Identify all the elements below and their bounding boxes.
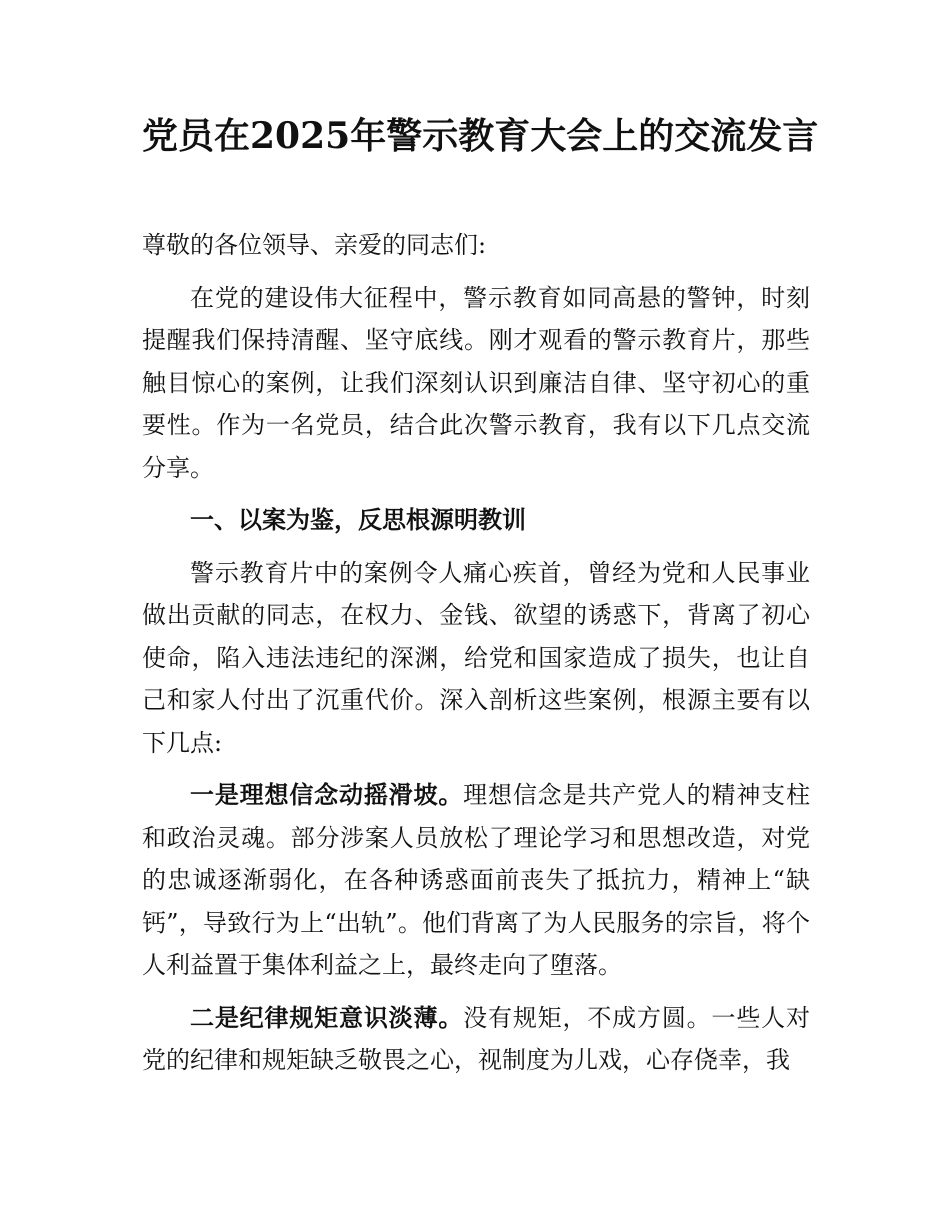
salutation: 尊敬的各位领导、亲爱的同志们: <box>142 231 487 259</box>
intro-paragraph: 在党的建设伟大征程中，警示教育如同高悬的警钟，时刻提醒我们保持清醒、坚守底线。刚才观看的警示教育片，那些触目惊心的案例，让我们深刻认识到廉洁自律、坚守初心的重要性。作为一名党员，结合此次警示教育，我有以下几点交流分享。 <box>142 283 810 482</box>
point-1-lead: 一是理想信念动摇滑坡。 <box>190 780 464 809</box>
section-1-paragraph: 警示教育片中的案例令人痛心疾首，曾经为党和人民事业做出贡献的同志，在权力、金钱、欲望的诱惑下，背离了初心使命，陷入违法违纪的深渊，给党和国家造成了损失，也让自己和家人付出了沉重代价。深入剖析这些案例，根源主要有以下几点: <box>142 558 810 757</box>
point-2-text: 没有规矩，不成方圆。一些人对党的纪律和规矩缺乏敬畏之心，视制度为儿戏，心存侥幸，我 <box>142 1003 811 1074</box>
document-title: 党员在2025年警示教育大会上的交流发言 <box>142 115 819 157</box>
point-1-paragraph <box>142 774 810 987</box>
point-2-lead: 二是纪律规矩意识淡薄。 <box>190 1002 464 1032</box>
point-1-text: 理想信念是共产党人的精神支柱和政治灵魂。部分涉案人员放松了理论学习和思想改造，对党的忠诚逐渐弱化，在各种诱惑面前丧失了抵抗力，精神上“缺钙”，导致行为上“出轨”。他们背离了为人民服务的宗旨，将个人利益置于集体利益之上，最终走向了堕落。 <box>142 781 811 979</box>
document-body <box>142 224 810 1092</box>
section-heading-1: 一、以案为鉴，反思根源明教训 <box>190 506 526 534</box>
point-2-paragraph <box>142 997 810 1082</box>
